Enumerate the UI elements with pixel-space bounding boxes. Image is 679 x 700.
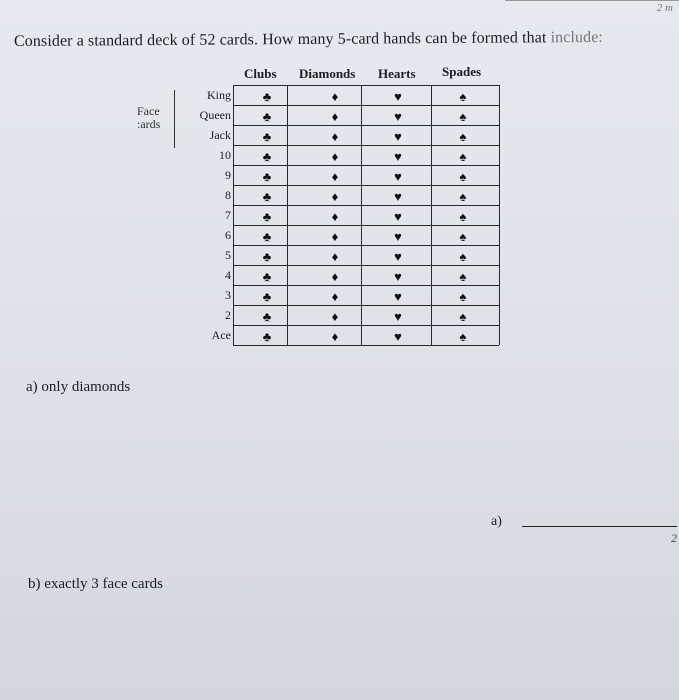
rank-label: King xyxy=(207,88,231,102)
hearts-icon: ♥ xyxy=(394,329,402,344)
grid-row-line xyxy=(233,345,499,346)
hearts-icon: ♥ xyxy=(394,309,402,324)
grid-row-line xyxy=(233,265,499,266)
part-a-prompt: a) only diamonds xyxy=(26,379,131,395)
hearts-icon: ♥ xyxy=(394,169,402,184)
diamonds-icon: ♦ xyxy=(331,309,339,324)
part-a-answer-label: a) xyxy=(491,514,502,529)
grid-row-line xyxy=(233,85,499,86)
grid-column-line xyxy=(431,85,432,345)
rank-label: 10 xyxy=(219,148,231,162)
hearts-icon: ♥ xyxy=(394,129,402,144)
spades-icon: ♠ xyxy=(459,209,467,224)
spades-icon: ♠ xyxy=(459,169,467,184)
rank-label: 5 xyxy=(225,248,231,262)
spades-icon: ♠ xyxy=(459,289,467,304)
grid-row-line xyxy=(233,185,499,186)
hearts-icon: ♥ xyxy=(394,89,402,104)
diamonds-icon: ♦ xyxy=(331,289,339,304)
hearts-icon: ♥ xyxy=(394,249,402,264)
face-cards-label-line1: Face xyxy=(137,104,160,118)
spades-icon: ♠ xyxy=(459,309,467,324)
grid-row-line xyxy=(233,305,499,306)
hearts-icon: ♥ xyxy=(394,189,402,204)
grid-row-line xyxy=(233,225,499,226)
clubs-icon: ♣ xyxy=(262,129,272,144)
diamonds-icon: ♦ xyxy=(331,129,339,144)
grid-row-line xyxy=(233,325,499,326)
grid-column-line xyxy=(499,85,500,345)
grid-row-line xyxy=(233,285,499,286)
diamonds-icon: ♦ xyxy=(331,149,339,164)
question-faded-tail: include: xyxy=(550,28,604,47)
spades-icon: ♠ xyxy=(459,129,467,144)
grid-row-line xyxy=(233,245,499,246)
rank-label: Queen xyxy=(199,108,231,122)
grid-column-line xyxy=(361,85,362,345)
rank-label: Jack xyxy=(209,128,231,142)
diamonds-icon: ♦ xyxy=(331,269,339,284)
clubs-icon: ♣ xyxy=(262,309,272,324)
hearts-icon: ♥ xyxy=(394,269,402,284)
hearts-icon: ♥ xyxy=(394,229,402,244)
clubs-icon: ♣ xyxy=(262,229,272,244)
clubs-icon: ♣ xyxy=(262,169,272,184)
col-header-diamonds: Diamonds xyxy=(299,66,356,81)
page-corner-mark: 2 m xyxy=(656,2,673,14)
rank-label: 9 xyxy=(225,168,231,182)
clubs-icon: ♣ xyxy=(262,189,272,204)
diamonds-icon: ♦ xyxy=(331,329,339,344)
grid-column-line xyxy=(233,85,234,345)
clubs-icon: ♣ xyxy=(262,109,272,124)
face-cards-label-line2: :ards xyxy=(137,117,161,131)
spades-icon: ♠ xyxy=(459,189,467,204)
hearts-icon: ♥ xyxy=(394,109,402,124)
question-main: Consider a standard deck of 52 cards. How many 5-card hands can be formed that xyxy=(13,29,551,50)
hearts-icon: ♥ xyxy=(394,149,402,164)
clubs-icon: ♣ xyxy=(262,249,272,264)
grid-row-line xyxy=(233,165,499,166)
spades-icon: ♠ xyxy=(459,269,467,284)
hearts-icon: ♥ xyxy=(394,289,402,304)
grid-row-line xyxy=(233,125,499,126)
edge-mark: 2 xyxy=(671,531,677,545)
grid-column-line xyxy=(287,85,288,345)
face-cards-label xyxy=(137,105,160,131)
grid-row-line xyxy=(233,145,499,146)
rank-label: 4 xyxy=(225,268,231,282)
spades-icon: ♠ xyxy=(459,149,467,164)
rank-label: 2 xyxy=(225,308,231,322)
diamonds-icon: ♦ xyxy=(331,229,339,244)
spades-icon: ♠ xyxy=(459,109,467,124)
clubs-icon: ♣ xyxy=(262,329,272,344)
grid-row-line xyxy=(233,205,499,206)
clubs-icon: ♣ xyxy=(262,89,272,104)
clubs-icon: ♣ xyxy=(262,269,272,284)
col-header-spades: Spades xyxy=(442,64,482,79)
diamonds-icon: ♦ xyxy=(331,169,339,184)
col-header-clubs: Clubs xyxy=(244,66,277,81)
rank-label: 6 xyxy=(225,228,231,242)
diamonds-icon: ♦ xyxy=(331,189,339,204)
rank-label: 7 xyxy=(225,208,231,222)
part-b-prompt: b) exactly 3 face cards xyxy=(28,576,163,592)
clubs-icon: ♣ xyxy=(262,289,272,304)
hearts-icon: ♥ xyxy=(394,209,402,224)
clubs-icon: ♣ xyxy=(262,149,272,164)
rank-label: Ace xyxy=(211,328,231,342)
grid-row-line xyxy=(233,105,499,106)
diamonds-icon: ♦ xyxy=(331,209,339,224)
spades-icon: ♠ xyxy=(459,249,467,264)
diamonds-icon: ♦ xyxy=(331,109,339,124)
rank-label: 8 xyxy=(225,188,231,202)
diamonds-icon: ♦ xyxy=(331,249,339,264)
part-a-answer-line[interactable] xyxy=(522,526,677,527)
spades-icon: ♠ xyxy=(459,89,467,104)
spades-icon: ♠ xyxy=(459,329,467,344)
diamonds-icon: ♦ xyxy=(331,89,339,104)
spades-icon: ♠ xyxy=(459,229,467,244)
col-header-hearts: Hearts xyxy=(378,66,416,81)
rank-label: 3 xyxy=(225,288,231,302)
clubs-icon: ♣ xyxy=(262,209,272,224)
